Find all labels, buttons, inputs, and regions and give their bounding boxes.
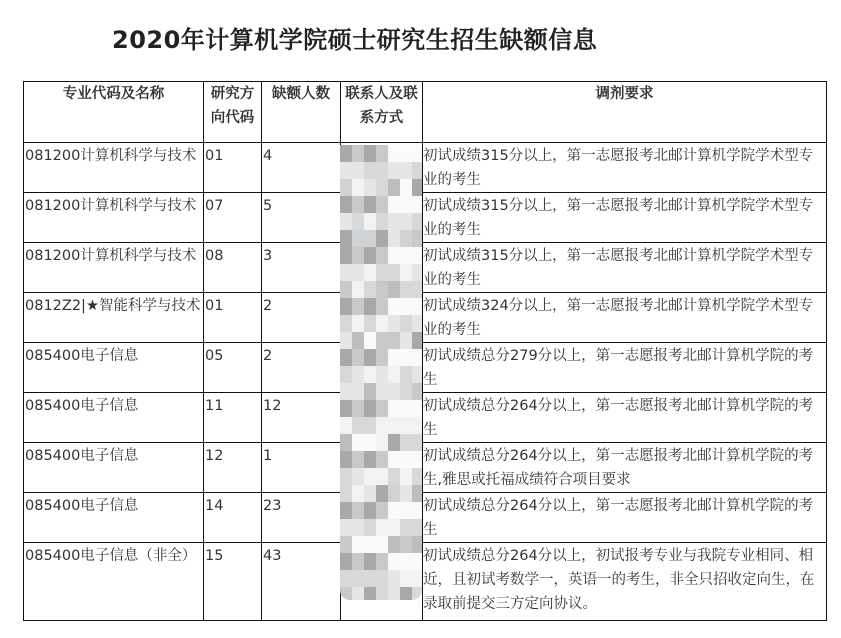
cell-major: 085400电子信息 <box>24 343 204 393</box>
table-row <box>24 243 827 293</box>
cell-major: 0812Z2|★智能科学与技术 <box>24 293 204 343</box>
cell-requirement: 初试成绩315分以上，第一志愿报考北邮计算机学院学术型专业的考生 <box>423 193 827 243</box>
cell-requirement: 初试成绩总分264分以上，第一志愿报考北邮计算机学院的考生 <box>423 493 827 543</box>
header-direction: 研究方向代码 <box>204 82 262 143</box>
cell-contact-redacted <box>341 543 423 621</box>
cell-contact-redacted <box>341 493 423 543</box>
cell-major: 085400电子信息 <box>24 393 204 443</box>
cell-vacancies: 3 <box>262 243 341 293</box>
cell-contact-redacted <box>341 393 423 443</box>
cell-vacancies: 2 <box>262 293 341 343</box>
cell-contact-redacted <box>341 243 423 293</box>
table-header-row <box>24 82 827 143</box>
cell-requirement: 初试成绩315分以上，第一志愿报考北邮计算机学院学术型专业的考生 <box>423 143 827 193</box>
cell-major: 081200计算机科学与技术 <box>24 193 204 243</box>
cell-direction: 11 <box>204 393 262 443</box>
cell-direction: 07 <box>204 193 262 243</box>
cell-major: 085400电子信息 <box>24 443 204 493</box>
cell-major: 085400电子信息 <box>24 493 204 543</box>
table-row <box>24 293 827 343</box>
cell-contact-redacted <box>341 293 423 343</box>
cell-requirement: 初试成绩总分279分以上，第一志愿报考北邮计算机学院的考生 <box>423 343 827 393</box>
cell-direction: 14 <box>204 493 262 543</box>
cell-vacancies: 23 <box>262 493 341 543</box>
cell-requirement: 初试成绩315分以上，第一志愿报考北邮计算机学院学术型专业的考生 <box>423 243 827 293</box>
cell-direction: 01 <box>204 143 262 193</box>
table-row <box>24 443 827 493</box>
cell-vacancies: 43 <box>262 543 341 621</box>
cell-major: 085400电子信息（非全） <box>24 543 204 621</box>
cell-direction: 12 <box>204 443 262 493</box>
cell-major: 081200计算机科学与技术 <box>24 143 204 193</box>
table-row <box>24 143 827 193</box>
header-major: 专业代码及名称 <box>24 82 204 143</box>
table-row <box>24 493 827 543</box>
table-row <box>24 343 827 393</box>
cell-contact-redacted <box>341 193 423 243</box>
cell-contact-redacted <box>341 343 423 393</box>
cell-direction: 15 <box>204 543 262 621</box>
table-row <box>24 543 827 621</box>
header-contact: 联系人及联系方式 <box>341 82 423 143</box>
cell-vacancies: 5 <box>262 193 341 243</box>
cell-major: 081200计算机科学与技术 <box>24 243 204 293</box>
cell-vacancies: 2 <box>262 343 341 393</box>
cell-contact-redacted <box>341 143 423 193</box>
table-row <box>24 193 827 243</box>
cell-vacancies: 4 <box>262 143 341 193</box>
cell-contact-redacted <box>341 443 423 493</box>
header-requirement: 调剂要求 <box>423 82 827 143</box>
cell-vacancies: 12 <box>262 393 341 443</box>
vacancy-table <box>23 81 827 621</box>
cell-requirement: 初试成绩总分264分以上，初试报考专业与我院专业相同、相近，且初试考数学一，英语一的考生，非全只招收定向生，在录取前提交三方定向协议。 <box>423 543 827 621</box>
cell-direction: 08 <box>204 243 262 293</box>
page-title: 2020年计算机学院硕士研究生招生缺额信息 <box>112 26 598 54</box>
cell-vacancies: 1 <box>262 443 341 493</box>
header-vacancies: 缺额人数 <box>262 82 341 143</box>
cell-requirement: 初试成绩总分264分以上，第一志愿报考北邮计算机学院的考生 <box>423 393 827 443</box>
cell-direction: 01 <box>204 293 262 343</box>
table-row <box>24 393 827 443</box>
cell-requirement: 初试成绩324分以上，第一志愿报考北邮计算机学院学术型专业的考生 <box>423 293 827 343</box>
cell-direction: 05 <box>204 343 262 393</box>
cell-requirement: 初试成绩总分264分以上，第一志愿报考北邮计算机学院的考生,雅思或托福成绩符合项目要求 <box>423 443 827 493</box>
